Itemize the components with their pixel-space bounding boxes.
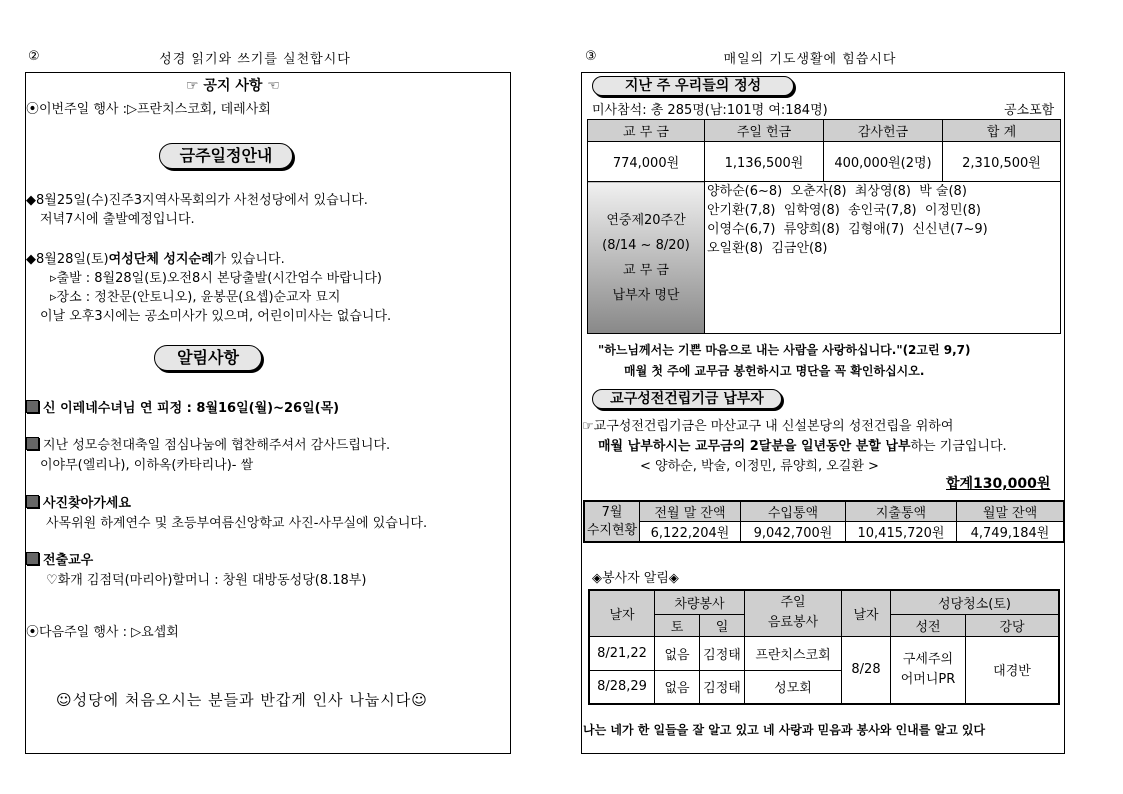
offering-header-4: 합 계 [943,120,1061,142]
offering-value-1: 774,000원 [588,142,705,182]
schedule-item-2-departure: ▹출발 : 8월28일(토)오전8시 본당출발(시간엄수 바랍니다) [50,271,382,286]
square-bullet-icon [26,495,39,508]
offering-reminder: 매월 첫 주에 교무금 봉헌하시고 명단을 꼭 확인하십시오. [624,364,925,378]
finance-label-cell [584,501,640,542]
donor-label-line-1: 연중제20주간 [606,212,686,228]
offering-section-title: 지난 주 우리들의 정성 [592,76,794,96]
finance-value-3: 10,415,720원 [846,522,957,543]
vol-header-sanctuary: 성전 [891,614,966,636]
donor-line: 오일환(8) 김금안(8) [707,241,828,256]
left-panel [25,72,511,754]
square-bullet-icon [26,400,39,413]
clean-sanctuary-1: 구세주의 [902,651,954,667]
news-item-1-text: 신 이레네수녀님 연 피정 : 8월16일(월)~26일(목) [43,401,340,416]
vol-row-1-sun: 김정태 [700,636,745,670]
schedule-item-2-place: ▹장소 : 정찬문(안토니오), 윤봉문(요셉)순교자 묘지 [50,290,341,305]
left-page-header: 성경 읽기와 쓰기를 실천합시다 [159,52,351,67]
fund-description-2 [598,435,1007,454]
vol-header-sat: 토 [655,614,700,636]
volunteer-table [588,589,1060,705]
donor-label-cell [588,182,705,334]
vol-header-hall: 강당 [966,614,1060,636]
attendance-note: 공소포함 [1004,103,1055,118]
finance-value-1: 6,122,204원 [640,522,741,543]
schedule-section-title: 금주일정안내 [159,143,293,169]
vol-row-1-date: 8/21,22 [589,636,655,670]
donor-line: 이영수(6,7) 류양희(8) 김형애(7) 신신년(7~9) [707,222,988,237]
fund-section-title: 교구성전건립기금 납부자 [592,389,782,409]
clean-sanctuary-2: 어머니PR [900,671,956,687]
vol-header-drink-1: 주일 [780,595,806,611]
vol-header-car: 차량봉사 [655,590,745,614]
schedule-item-1-line2: 저녁7시에 출발예정입니다. [40,212,195,227]
left-page-number: ② [28,49,40,64]
fund-description-1: ☞교구성전건립기금은 마산교구 내 신설본당의 성전건립을 위하여 [582,419,954,434]
offering-value-3: 400,000원(2명) [824,142,943,182]
offering-header-2: 주일 헌금 [705,120,824,142]
news-item-2-text: 지난 성모승천대축일 점심나눔에 협찬해주셔서 감사드립니다. [43,438,391,453]
donor-list-cell [705,182,1061,334]
clean-date: 8/28 [842,636,891,704]
vol-header-drink [745,590,842,636]
vol-header-sun: 일 [700,614,745,636]
vol-header-drink-2: 음료봉사 [767,615,819,631]
donor-label-line-3: 교 무 금 [623,262,669,278]
donor-label-line-2: (8/14 ~ 8/20) [602,237,690,253]
fund-description-2-rest: 하는 기금입니다. [910,439,1007,454]
offering-header-1: 교 무 금 [588,120,705,142]
vol-header-date: 날자 [589,590,655,636]
fund-donor-names: < 양하순, 박술, 이정민, 류양희, 오길환 > [640,459,879,474]
offering-table [587,119,1061,334]
offering-value-4: 2,310,500원 [943,142,1061,182]
finance-header-1: 전월 말 잔액 [640,501,741,522]
this-week-events: ⦿이번주일 행사 :▷프란치스코회, 데레사회 [26,102,271,117]
vol-row-2-sun: 김정태 [700,670,745,704]
donor-line: 안기환(7,8) 임학영(8) 송인국(7,8) 이정민(8) [707,203,981,218]
vol-header-clean: 성당청소(토) [891,590,1060,614]
finance-header-2: 수입통액 [741,501,846,522]
vol-header-date-2: 날자 [842,590,891,636]
news-item-2 [26,434,390,453]
fund-description-2-bold: 매월 납부하시는 교무금의 2달분을 일년동안 분할 납부 [598,439,911,454]
news-item-4-title-text: 전출교우 [43,553,94,568]
news-item-4-body: ♡화개 김점덕(마리아)할머니 : 창원 대방동성당(8.18부) [46,573,367,588]
square-bullet-icon [26,552,39,565]
news-item-3-body: 사목위원 하계연수 및 초등부여름신앙학교 사진-사무실에 있습니다. [46,516,428,531]
clean-sanctuary [891,636,966,704]
fund-total: 합계130,000원 [946,476,1051,492]
donor-label-line-4: 납부자 명단 [612,287,680,303]
news-item-4-title [26,549,93,568]
finance-value-4: 4,749,184원 [957,522,1065,543]
schedule-item-2-date: ◆8월28일(토) [26,252,109,267]
vol-row-1-drink: 프란치스코회 [745,636,842,670]
news-item-1 [26,397,339,416]
news-item-3-title [26,492,131,511]
footer-verse: 나는 네가 한 일들을 잘 알고 있고 네 사랑과 믿음과 봉사와 인내를 알고 있다 [583,723,986,737]
finance-table [583,500,1065,543]
finance-label: 수지현황 [586,522,638,538]
offering-header-3: 감사헌금 [824,120,943,142]
donor-line: 양하순(6~8) 오춘자(8) 최상영(8) 박 술(8) [707,184,967,199]
schedule-item-1-line1: ◆8월25일(수)진주3지역사목회의가 사천성당에서 있습니다. [26,193,368,208]
right-page-header: 매일의 기도생활에 힘씁시다 [723,52,897,67]
vol-row-2-date: 8/28,29 [589,670,655,704]
schedule-item-2-suffix: 가 있습니다. [213,252,285,267]
vol-row-2-sat: 없음 [655,670,700,704]
news-item-2-donors: 이야무(엘리나), 이하옥(카타리나)- 쌀 [40,458,254,473]
volunteer-section-title: ◈봉사자 알림◈ [592,571,679,586]
clean-hall: 대경반 [966,636,1060,704]
vol-row-1-sat: 없음 [655,636,700,670]
finance-month: 7월 [601,504,623,520]
next-week-events: ⦿다음주일 행사 : ▷요셉회 [26,625,179,640]
right-panel [581,72,1065,754]
square-bullet-icon [26,437,39,450]
schedule-item-2-line1 [26,248,285,267]
mass-attendance: 미사참석: 총 285명(남:101명 여:184명) [592,103,828,118]
right-page-number: ③ [585,49,597,64]
offering-value-2: 1,136,500원 [705,142,824,182]
news-section-title: 알림사항 [154,345,262,371]
news-item-3-title-text: 사진찾아가세요 [43,496,131,511]
greeting-line: ☺성당에 처음오시는 분들과 반갑게 인사 나눕시다☺ [56,691,428,709]
finance-header-4: 월말 잔액 [957,501,1065,522]
notice-title: ☞ 공지 사항 ☜ [186,78,280,94]
finance-value-2: 9,042,700원 [741,522,846,543]
schedule-item-2-note: 이날 오후3시에는 공소미사가 있으며, 어린이미사는 없습니다. [40,309,392,324]
finance-header-3: 지출통액 [846,501,957,522]
schedule-item-2-event: 여성단체 성지순례 [108,252,214,267]
scripture-quote: "하느님께서는 기쁜 마음으로 내는 사람을 사랑하십니다."(2고린 9,7) [598,343,971,357]
vol-row-2-drink: 성모회 [745,670,842,704]
